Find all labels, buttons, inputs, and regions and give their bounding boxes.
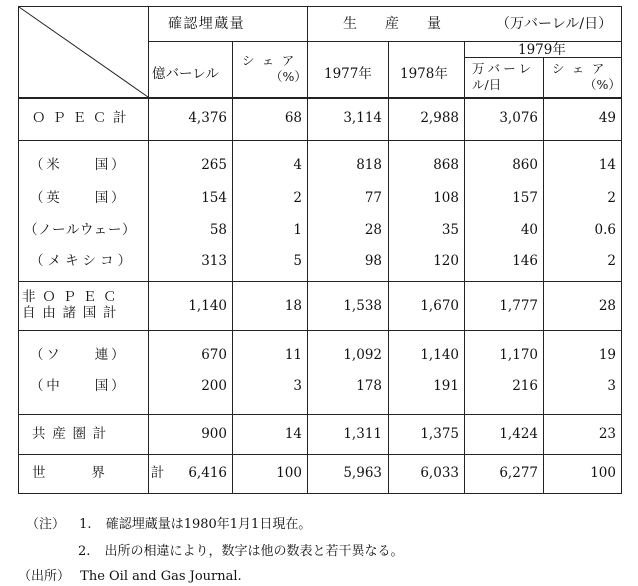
- row-china-1979: 216: [512, 378, 538, 394]
- row-norway-reserves: 58: [209, 222, 227, 238]
- row-china-label: （中 国）: [30, 378, 128, 394]
- row-china-1977: 178: [356, 378, 382, 394]
- row-mexico-1977: 98: [364, 253, 382, 269]
- row-ussr-label: （ソ 連）: [30, 347, 128, 363]
- row-world-1979: 6,277: [499, 465, 538, 481]
- row-ussr-share79: 19: [598, 347, 616, 363]
- row-communist-share: 14: [284, 426, 302, 442]
- rule-col4: [388, 41, 389, 494]
- row-norway-1978: 35: [441, 222, 459, 238]
- row-china-share79: 3: [607, 378, 616, 394]
- row-opec-share79: 49: [598, 110, 616, 126]
- header-mbd-l1: 万バーレ: [472, 61, 535, 76]
- row-nonopec-1979: 1,777: [499, 298, 538, 314]
- rule-col3: [307, 6, 308, 494]
- row-norway-share79: 0.6: [594, 222, 616, 238]
- row-world-share79: 100: [590, 465, 616, 481]
- row-uk-1977: 77: [364, 190, 382, 206]
- row-uk-share: 2: [293, 190, 302, 206]
- row-world-1977: 5,963: [343, 465, 382, 481]
- rule-after-sub2: [18, 414, 622, 415]
- rule-col5: [464, 41, 465, 494]
- row-mexico-label: （メキシコ）: [30, 253, 136, 269]
- row-mexico-1979: 146: [512, 253, 538, 269]
- row-norway-1979: 40: [520, 222, 538, 238]
- row-norway-1977: 28: [364, 222, 382, 238]
- header-share-l1: シェア: [242, 53, 302, 68]
- row-mexico-share: 5: [293, 253, 302, 269]
- row-nonopec-1977: 1,538: [343, 298, 382, 314]
- source-prefix: （出所）: [18, 569, 71, 584]
- note-2-num: 2.: [78, 544, 91, 559]
- row-opec-1978: 2,988: [420, 110, 459, 126]
- row-communist-reserves: 900: [201, 426, 227, 442]
- row-ussr-share: 11: [284, 347, 302, 363]
- header-share79-l1: シェア: [552, 61, 612, 76]
- row-uk-share79: 2: [607, 190, 616, 206]
- row-uk-reserves: 154: [201, 190, 227, 206]
- row-ussr-reserves: 670: [201, 347, 227, 363]
- note-2-text: 出所の相違により，数字は他の数表と若干異なる。: [104, 544, 404, 559]
- row-uk-1979: 157: [512, 190, 538, 206]
- row-norway-share: 1: [293, 222, 302, 238]
- rule-right: [621, 6, 622, 494]
- header-share79-l2: （%）: [584, 77, 621, 92]
- row-us-reserves: 265: [201, 157, 227, 173]
- row-opec-1977: 3,114: [343, 110, 382, 126]
- row-nonopec-reserves: 1,140: [188, 298, 227, 314]
- note-1: [26, 513, 311, 532]
- rule-bottom: [18, 493, 622, 494]
- header-unit: （万バーレル/日）: [496, 16, 613, 32]
- header-mbd-l2: ル/日: [472, 77, 502, 92]
- row-mexico-reserves: 313: [201, 253, 227, 269]
- row-mexico-share79: 2: [607, 253, 616, 269]
- header-1979: 1979年: [518, 42, 566, 58]
- row-us-1978: 868: [433, 157, 459, 173]
- row-world-share: 100: [276, 465, 302, 481]
- row-world-label: 世 界 計: [32, 465, 181, 481]
- note-1-num: 1.: [79, 517, 92, 532]
- source-note: [18, 565, 242, 584]
- rule-after-sub1: [18, 281, 622, 282]
- header-1978: 1978年: [400, 66, 448, 82]
- rule-col6: [543, 57, 544, 494]
- row-norway-label: （ノールウェー）: [24, 222, 137, 238]
- row-world-1978: 6,033: [420, 465, 459, 481]
- header-reserves: 確認埋蔵量: [168, 16, 245, 32]
- row-us-1979: 860: [512, 157, 538, 173]
- row-communist-1979: 1,424: [499, 426, 538, 442]
- row-communist-1977: 1,311: [343, 426, 382, 442]
- row-opec-share: 68: [284, 110, 302, 126]
- row-nonopec-1978: 1,670: [420, 298, 459, 314]
- row-nonopec-label-l1: 非ＯＰＥＣ: [22, 289, 124, 305]
- row-uk-label: （英 国）: [30, 190, 128, 206]
- row-communist-share79: 23: [598, 426, 616, 442]
- row-ussr-1977: 1,092: [343, 347, 382, 363]
- row-mexico-1978: 120: [433, 253, 459, 269]
- row-opec-1979: 3,076: [499, 110, 538, 126]
- header-production: 生 産 量: [343, 16, 441, 32]
- row-china-1978: 191: [433, 378, 459, 394]
- row-world-reserves: 6,416: [188, 465, 227, 481]
- rule-col2: [232, 41, 233, 494]
- row-communist-1978: 1,375: [420, 426, 459, 442]
- header-share-l2: （%）: [270, 69, 307, 84]
- row-us-label: （米 国）: [30, 157, 128, 173]
- row-us-share: 4: [293, 157, 302, 173]
- row-nonopec-label-l2: 自由諸国計: [22, 305, 124, 321]
- header-barrels: 億バーレル: [152, 66, 219, 82]
- oil-statistics-table: [18, 6, 622, 494]
- source-text: The Oil and Gas Journal.: [80, 569, 242, 584]
- note-prefix: （注）: [26, 517, 66, 532]
- row-us-1977: 818: [356, 157, 382, 173]
- rule-after-nonopec: [18, 330, 622, 331]
- row-us-share79: 14: [598, 157, 616, 173]
- row-ussr-1978: 1,140: [420, 347, 459, 363]
- header-1977: 1977年: [324, 66, 372, 82]
- rule-after-opec: [18, 140, 622, 141]
- row-ussr-1979: 1,170: [499, 347, 538, 363]
- row-uk-1978: 108: [433, 190, 459, 206]
- row-opec-label: ＯＰＥＣ計: [32, 110, 134, 126]
- rule-after-communist: [18, 454, 622, 455]
- row-opec-reserves: 4,376: [188, 110, 227, 126]
- corner-diagonal: [18, 6, 149, 98]
- row-nonopec-share79: 28: [598, 298, 616, 314]
- note-1-text: 確認埋蔵量は1980年1月1日現在。: [105, 517, 312, 532]
- row-communist-label: 共産圏計: [32, 426, 113, 442]
- row-nonopec-share: 18: [284, 298, 302, 314]
- row-china-share: 3: [293, 378, 302, 394]
- note-2: [78, 540, 404, 559]
- row-china-reserves: 200: [201, 378, 227, 394]
